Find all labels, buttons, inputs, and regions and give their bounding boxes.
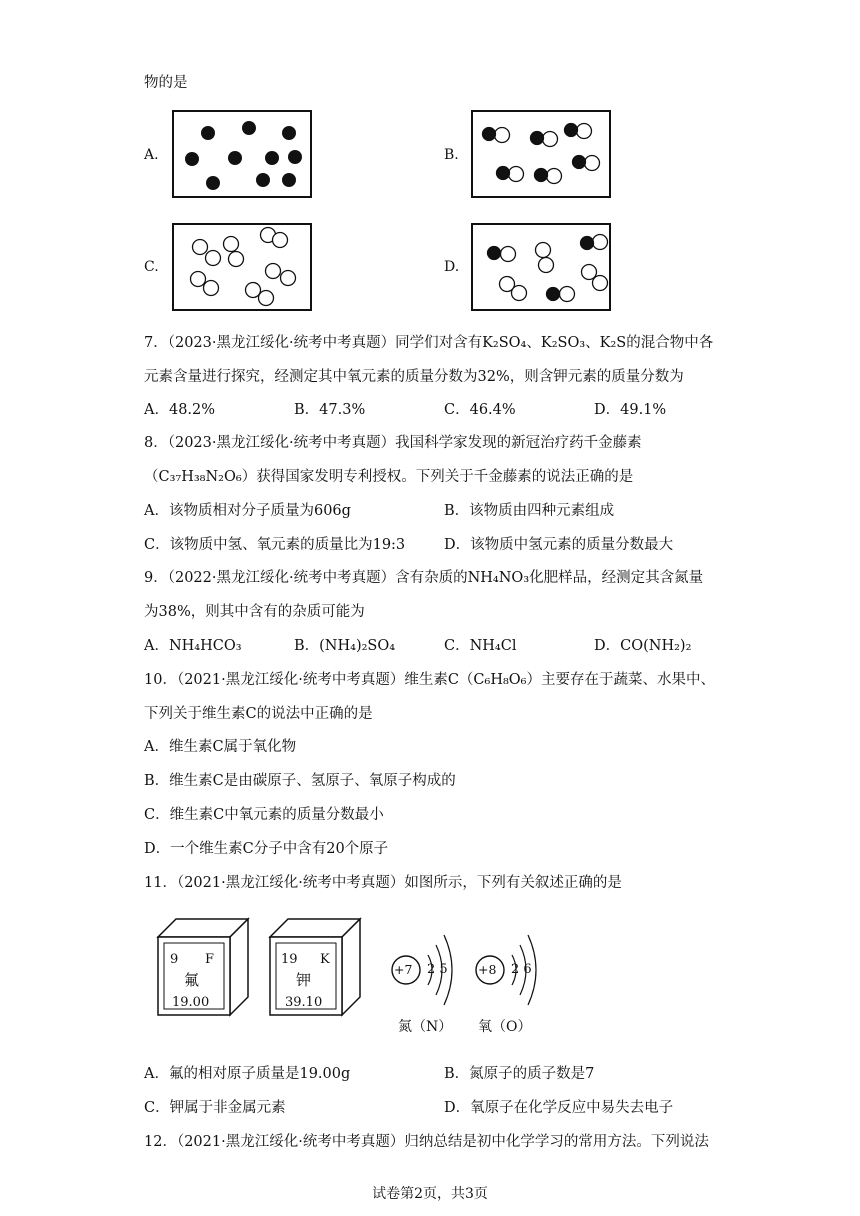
q8-line1: 8．（2023·黑龙江绥化·统考中考真题）我国科学家发现的新冠治疗药千金藤素: [144, 435, 642, 451]
q10-option-c: C．维生素C中氧元素的质量分数最小: [144, 807, 384, 823]
fluorine-symbol: F: [205, 952, 215, 967]
q11-option-c: C．钾属于非金属元素: [144, 1100, 286, 1116]
q6-option-c-label: C.: [144, 259, 159, 275]
q8-option-b: B．该物质由四种元素组成: [444, 503, 615, 519]
q9-option-c: C．NH₄Cl: [444, 638, 517, 654]
potassium-number: 19: [281, 952, 298, 967]
q10-line2: 下列关于维生素C的说法中正确的是: [144, 706, 373, 722]
q6-option-b-label: B.: [444, 147, 459, 163]
q6-tail: 物的是: [144, 75, 188, 91]
fluorine-mass: 19.00: [172, 995, 210, 1010]
fluorine-number: 9: [170, 952, 179, 967]
q9-line2: 为38%，则其中含有的杂质可能为: [144, 604, 365, 620]
q8-line2: （C₃₇H₃₈N₂O₆）获得国家发明专利授权。下列关于千金藤素的说法正确的是: [144, 469, 634, 485]
q10-option-b: B．维生素C是由碳原子、氢原子、氧原子构成的: [144, 773, 456, 789]
q7-option-b: B．47.3%: [294, 402, 366, 418]
fluorine-name: 氟: [184, 971, 200, 989]
nitrogen-caption: 氮（N）: [398, 1019, 453, 1035]
nitrogen-shells: 2 5: [427, 962, 448, 977]
q8-option-a: A．该物质相对分子质量为606g: [144, 503, 351, 519]
q7-option-c: C．46.4%: [444, 402, 516, 418]
q11-option-b: B．氮原子的质子数是7: [444, 1066, 595, 1082]
oxygen-caption: 氧（O）: [478, 1019, 532, 1035]
q11-option-d: D．氧原子在化学反应中易失去电子: [444, 1100, 674, 1116]
q8-option-c: C．该物质中氢、氧元素的质量比为19:3: [144, 537, 406, 553]
q9-line1: 9．（2022·黑龙江绥化·统考中考真题）含有杂质的NH₄NO₃化肥样品，经测定其含氮量: [144, 570, 704, 586]
potassium-mass: 39.10: [285, 995, 323, 1010]
q7-option-a: A．48.2%: [144, 402, 216, 418]
page-footer: 试卷第2页，共3页: [372, 1186, 488, 1202]
q10-option-d: D．一个维生素C分子中含有20个原子: [144, 841, 389, 857]
oxygen-nucleus: +8: [478, 962, 497, 977]
fluorine-cube: [150, 915, 270, 1025]
q9-option-a: A．NH₄HCO₃: [144, 638, 242, 654]
nitrogen-nucleus: +7: [394, 962, 413, 977]
q10-option-a: A．维生素C属于氧化物: [144, 739, 297, 755]
q9-option-b: B．(NH₄)₂SO₄: [294, 638, 396, 654]
q11-line1: 11．（2021·黑龙江绥化·统考中考真题）如图所示，下列有关叙述正确的是: [144, 875, 622, 891]
q12-line1: 12．（2021·黑龙江绥化·统考中考真题）归纳总结是初中化学学习的常用方法。下列说法: [144, 1134, 709, 1150]
q6-box-d-atoms: [0, 0, 860, 330]
q7-line2: 元素含量进行探究，经测定其中氧元素的质量分数为32%，则含钾元素的质量分数为: [144, 369, 684, 385]
q11-option-a: A．氟的相对原子质量是19.00g: [144, 1066, 351, 1082]
q8-option-d: D．该物质中氢元素的质量分数最大: [444, 537, 674, 553]
q7-option-d: D．49.1%: [594, 402, 667, 418]
q7-line1: 7．（2023·黑龙江绥化·统考中考真题）同学们对含有K₂SO₄、K₂SO₃、K₂S的混合物中各: [144, 335, 714, 351]
potassium-symbol: K: [320, 952, 330, 967]
q9-option-d: D．CO(NH₂)₂: [594, 638, 692, 654]
potassium-name: 钾: [296, 971, 312, 989]
q6-option-a-label: A.: [144, 147, 159, 163]
oxygen-shells: 2 6: [511, 962, 532, 977]
q6-option-d-label: D.: [444, 259, 460, 275]
q10-line1: 10．（2021·黑龙江绥化·统考中考真题）维生素C（C₆H₈O₆）主要存在于蔬菜、水果中、: [144, 672, 715, 688]
